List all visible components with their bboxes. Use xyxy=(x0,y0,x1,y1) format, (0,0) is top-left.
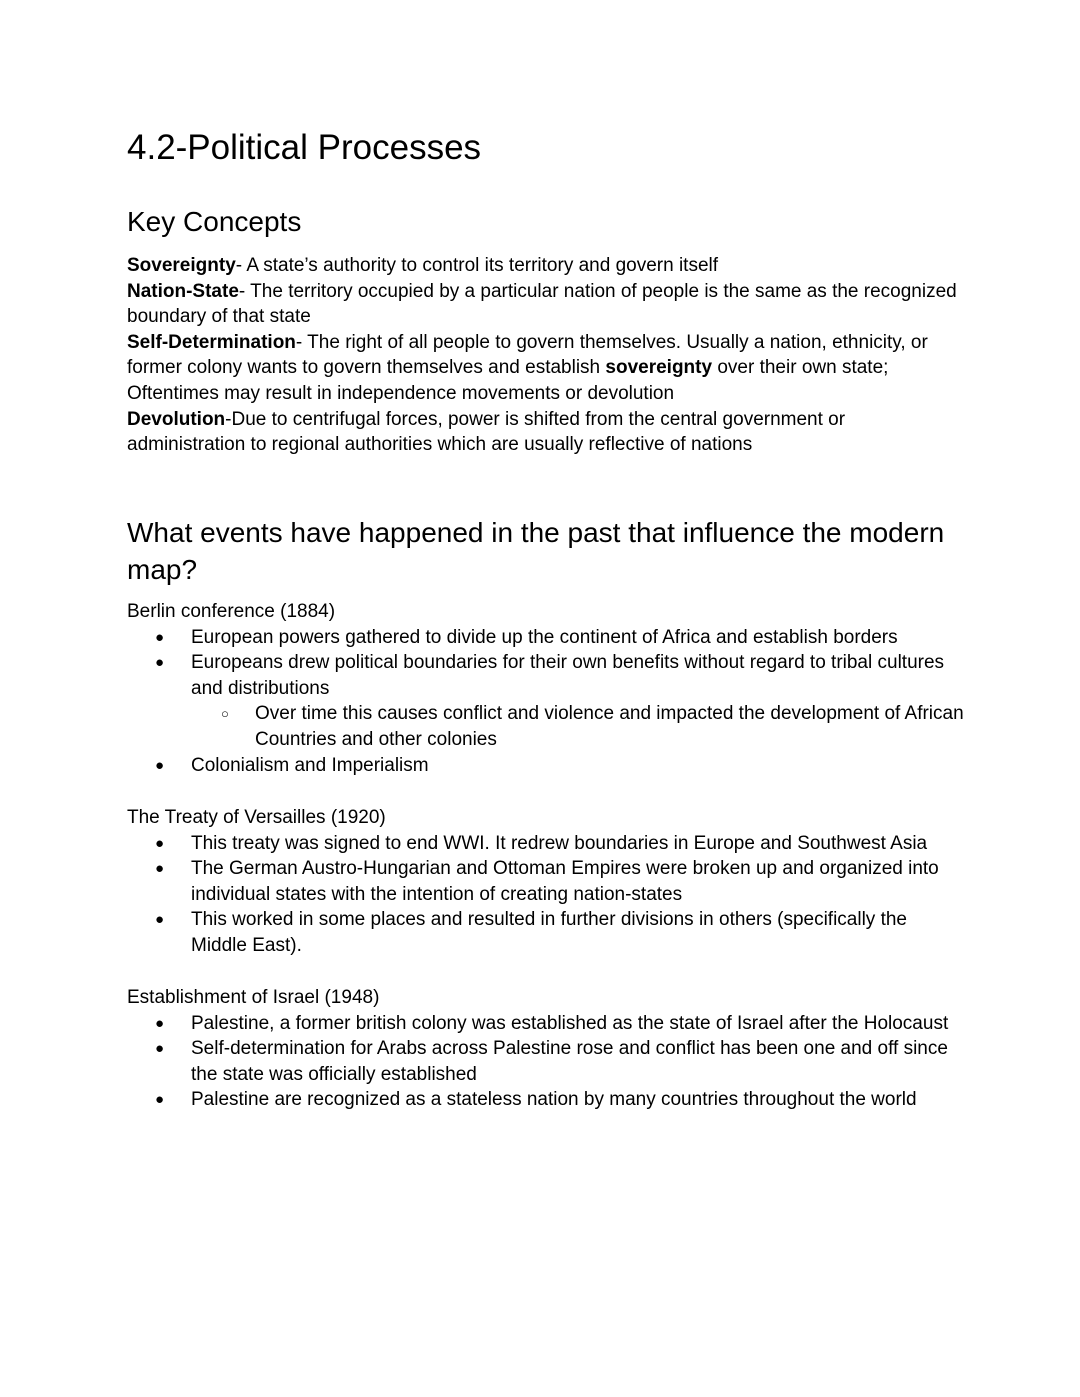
bullet-icon: ● xyxy=(155,756,165,774)
berlin-conference-section xyxy=(127,599,967,778)
section-title: Establishment of Israel (1948) xyxy=(127,987,380,1008)
list-item: ● This worked in some places and resulted in further divisions in others (specifically the Middle East). xyxy=(155,909,907,956)
definition-text: - The right of all people to govern themselves. Usually a nation, ethnicity, or former colony wants to govern themselves and establish xyxy=(127,331,928,379)
israel-section xyxy=(127,985,967,1113)
bold-word: sovereignty xyxy=(605,357,713,379)
versailles-section xyxy=(127,805,967,959)
definitions-list xyxy=(127,253,967,458)
bullet-list xyxy=(127,831,967,959)
list-item: ● Palestine are recognized as a stateless nation by many countries throughout the world xyxy=(127,1087,967,1113)
events-heading: What events have happened in the past that influence the modern map? xyxy=(127,517,945,585)
term: Devolution xyxy=(127,408,226,430)
bullet-icon: ● xyxy=(155,628,165,646)
list-item: ● Self-determination for Arabs across Palestine rose and conflict has been one and off since the state was officially established xyxy=(155,1038,948,1085)
definition-text: - A state’s authority to control its territory and govern itself xyxy=(235,255,719,276)
bullet-list xyxy=(127,1011,967,1113)
bullet-icon: ● xyxy=(155,1014,165,1032)
section-title: Berlin conference (1884) xyxy=(127,601,336,622)
bullet-list xyxy=(127,625,967,779)
list-item: ● Palestine, a former british colony was established as the state of Israel after the Holocaust xyxy=(127,1011,967,1037)
term: Self-Determination xyxy=(127,331,296,353)
page-title: 4.2-Political Processes xyxy=(127,128,482,167)
term: Nation-State xyxy=(127,280,239,302)
sub-bullet-list xyxy=(191,701,967,752)
hollow-bullet-icon: ○ xyxy=(221,706,229,722)
bullet-icon: ● xyxy=(155,860,165,878)
bullet-icon: ● xyxy=(155,654,165,672)
sub-list-item: ○ Over time this causes conflict and violence and impacted the development of African Countries and other colonies xyxy=(221,703,964,750)
key-concepts-heading: Key Concepts xyxy=(127,206,302,237)
section-title: The Treaty of Versailles (1920) xyxy=(127,807,386,828)
bullet-icon: ● xyxy=(155,911,165,929)
definition-nation-state xyxy=(127,279,967,330)
bullet-icon: ● xyxy=(155,834,165,852)
definition-sovereignty xyxy=(127,253,967,279)
definition-text: -Due to centrifugal forces, power is shifted from the central government or administration to regional authorities which are usually reflective of nations xyxy=(127,408,846,456)
list-item: ● Europeans drew political boundaries for their own benefits without regard to tribal cultures and distributions ○ Over time this causes conflict and violence and impacted the development of African Countries and other colonies xyxy=(127,650,967,752)
definition-devolution xyxy=(127,407,967,458)
list-item: ● This treaty was signed to end WWI. It redrew boundaries in Europe and Southwest Asia xyxy=(127,831,967,857)
definition-self-determination xyxy=(127,330,967,407)
term: Sovereignty xyxy=(127,255,236,276)
bullet-icon: ● xyxy=(155,1040,165,1058)
bullet-icon: ● xyxy=(155,1091,165,1109)
list-item: ● Colonialism and Imperialism xyxy=(127,753,967,779)
list-item: ● The German Austro-Hungarian and Ottoman Empires were broken up and organized into individual states with the intention of creating nation-states xyxy=(155,858,939,905)
definition-text: - The territory occupied by a particular nation of people is the same as the recognized boundary of that state xyxy=(127,280,957,328)
definition-text-after: over their own state; Oftentimes may result in independence movements or devolution xyxy=(127,357,889,404)
list-item: ● European powers gathered to divide up the continent of Africa and establish borders xyxy=(127,625,967,651)
